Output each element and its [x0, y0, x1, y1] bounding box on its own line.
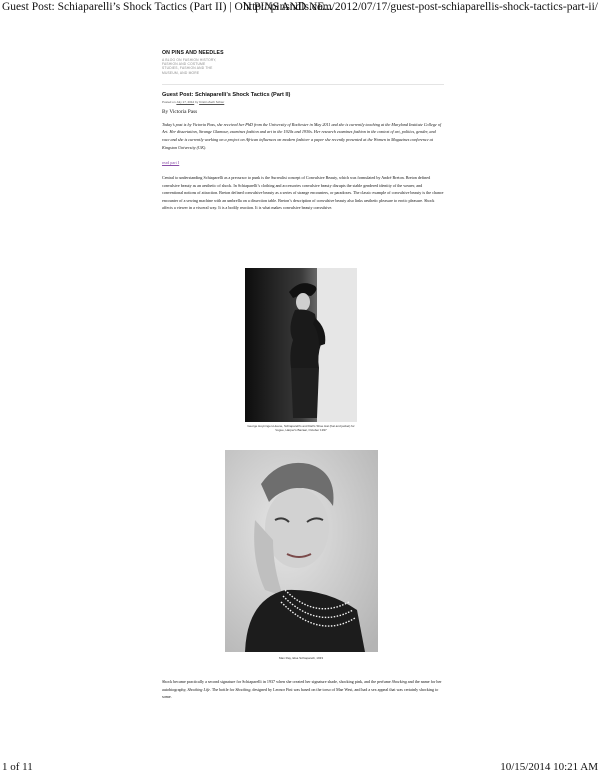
- header-divider: [162, 84, 444, 85]
- portrait-photo-figure-2[interactable]: [225, 450, 378, 652]
- print-footer-timestamp: 10/15/2014 10:21 AM: [500, 761, 598, 773]
- page-content: [162, 50, 444, 212]
- body-paragraph: Central to understanding Schiaparelli as a precursor to punk is the Surrealist concept of Convulsive Beauty, which was formulated by André Breton. Breton defined convulsive beauty as an aesthetic of shock. In Schiaparelli’s clothing and accessories convulsive beauty disrupts the stable gendered identity of the wearer, and conventional notions of attraction. Breton defined convulsive beauty as a series of strange encounters, or paradoxes. The classic example of convulsive beauty is the chance encounter of a sewing machine with an umbrella on a dissection table. Breton’s description of convulsive beauty also links aesthetic pleasure to erotic pleasure. Shock affects a viewer in a visceral way. It is a bodily reaction. It is what makes convulsive beauty convulsive.: [162, 175, 444, 211]
- blog-title[interactable]: ON PINS AND NEEDLES: [162, 50, 224, 56]
- meta-by: by: [195, 99, 199, 104]
- closing-text-c: and the name for her autobiography,: [162, 679, 442, 692]
- blog-description: A BLOG ON FASHION HISTORY, FASHION AND COSTUME STUDIES, FASHION AND THE MUSEUM, AND MORE: [162, 58, 217, 75]
- closing-text-a: Shock became practically a second signature for Schiaparelli in 1937 when she created her signature shade, shocking pink, and the perfume: [162, 679, 392, 684]
- caption-1-line-1: George Hoyningen-Huene, Schiaparelli's and Dali's Shoe Hat (hat and jacket) for: [247, 424, 355, 428]
- post-date-link[interactable]: July 17, 2012: [176, 99, 195, 104]
- figure-2-caption: Man Ray, Elsa Schiaparelli, 1933: [279, 656, 323, 660]
- closing-text-b: Shocking: [391, 679, 407, 684]
- fashion-photo-figure-1[interactable]: [245, 268, 357, 422]
- post-title[interactable]: Guest Post: Schiaparelli’s Shock Tactics (Part II): [162, 91, 291, 98]
- closing-paragraph: [162, 678, 444, 701]
- closing-text-d: Shocking Life: [187, 686, 210, 692]
- byline: By Victoria Pass: [162, 108, 198, 115]
- read-part-one-link[interactable]: read part I: [162, 160, 180, 166]
- print-header-title: Guest Post: Schiaparelli’s Shock Tactics (Part II) | ON PINS AND NE...: [2, 1, 333, 13]
- author-link[interactable]: Kristin Zach Schier: [199, 99, 225, 104]
- post-meta: [162, 100, 444, 104]
- intro-paragraph: Today’s post is by Victoria Pass, she received her PhD from the University of Rochester in May 2011 and she is currently teaching at the Maryland Institute College of Art. Her dissertation, Strange Glamour, examines fashion and art in the 1920s and 1930s. Her research examines fashion in the context of art, politics, gender, and race and she is currently working on a project on African influences on modern fashion- a paper she recently presented at the Women in Magazines conference at Kingston University (UK).: [162, 121, 442, 150]
- figure-1-caption: [222, 424, 380, 432]
- closing-text-f: Shocking: [235, 686, 251, 692]
- closing-text-e: . The bottle for: [209, 686, 236, 692]
- meta-prefix: Posted on: [162, 99, 176, 104]
- closing-text-g: , designed by Leonor Fini was based on the torso of Mae West, and had a sex appeal that was certainly shocking to some.: [162, 686, 439, 699]
- print-footer-page: 1 of 11: [2, 761, 33, 773]
- caption-1-line-2: Vogue, Harper's Bazaar, October 1937: [275, 428, 327, 432]
- print-header-url: http://pinsndls.com/2012/07/17/guest-post-schiaparellis-shock-tactics-part-ii/: [243, 1, 598, 13]
